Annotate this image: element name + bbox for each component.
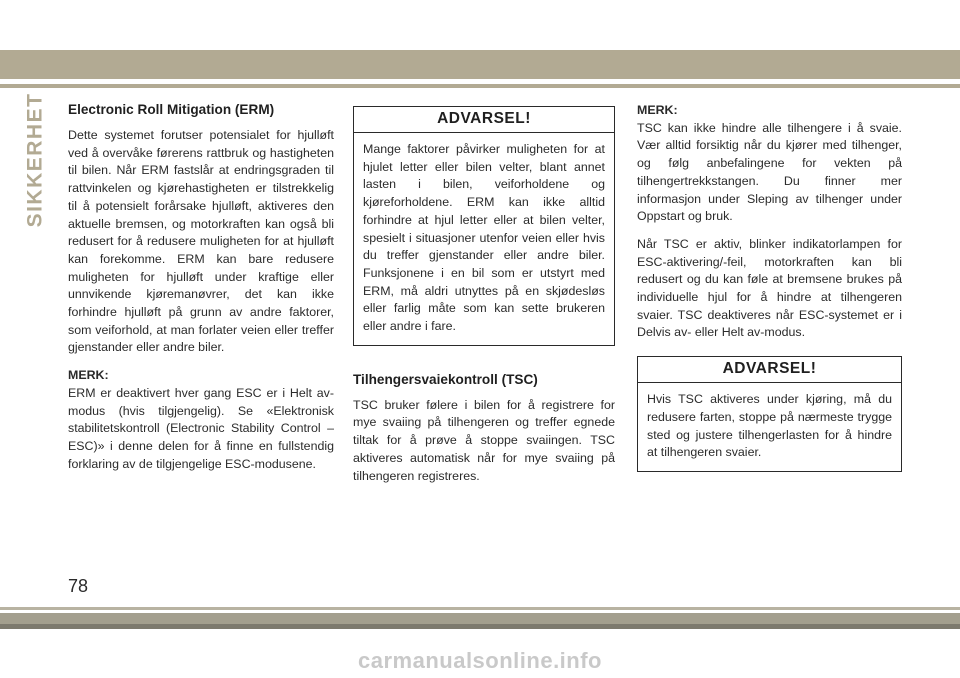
erm-heading: Electronic Roll Mitigation (ERM) [68, 102, 275, 117]
section-label-text: SIKKERHET [23, 92, 47, 228]
erm-warning-title: ADVARSEL! [354, 107, 614, 133]
section-side-label [22, 92, 48, 228]
tsc-note [637, 102, 902, 226]
tsc-heading: Tilhengersvaiekontroll (TSC) [353, 371, 538, 387]
footer-rule [0, 607, 960, 610]
erm-paragraph: Dette systemet forutser potensialet for hjulløft ved å overvåke førerens rattbruk og hastigheten til bilen. Når ERM fastslår at endringsgraden til rattvinkelen og kjørehastigheten er tilstrekkelig til å potensielt forårsake hjulløft, aktiveres den aktuelle bremsen, og motorkraften kan også bli redusert for å redusere muligheten for at hjulløft kan forekomme. ERM kan bare redusere muligheten for hjulløft under kraftige eller unnvikende kjøremanøvrer, det kan ikke forhindre hjulløft på grunn av andre faktorer, som veiforhold, at man forlater veien eller treffer gjenstander eller andre biler. [68, 128, 334, 355]
tsc-warning-text: Hvis TSC aktiveres under kjøring, må du redusere farten, stoppe på nærmeste trygge sted og justere tilhengerlasten for å hindre at tilhengeren svaier. [647, 392, 892, 460]
column-1 [68, 102, 334, 483]
header-rule [0, 84, 960, 88]
erm-warning-text: Mange faktorer påvirker muligheten for at hjulet letter eller bilen velter, blant annet lasten i bilen, veiforholdene og kjøreforholdene. ERM kan ikke alltid forhindre at hjul letter eller at bilen velter, spesielt i situasjoner utenfor veien eller hvis du treffer gjenstander eller andre biler. Funksjonene i en bil som er utstyrt med ERM, må aldri utnyttes på en skjødesløs eller farlig måte som kan sette brukeren eller andre i fare. [363, 142, 605, 334]
site-watermark: carmanualsonline.info [358, 648, 602, 673]
tsc-warning-title: ADVARSEL! [638, 357, 901, 383]
erm-warning-box [353, 106, 615, 346]
erm-note-text: ERM er deaktivert hver gang ESC er i Helt av-modus (hvis tilgjengelig). Se «Elektronisk stabilitetskontroll (Electronic Stability Control – ESC)» i denne delen for å finne en fullstendig forklaring av de tilgjengelige ESC-modusene. [68, 385, 334, 471]
column-3 [637, 102, 902, 472]
page-number: 78 [68, 576, 89, 596]
erm-note [68, 367, 334, 473]
tsc-note-label: MERK: [637, 103, 678, 117]
tsc-active-paragraph: Når TSC er aktiv, blinker indikatorlampen for ESC-aktivering/-feil, motorkraften kan bli redusert og du kan føle at bremsene brukes på individuelle hjul for å hindre at tilhengeren svaier. TSC deaktiveres når ESC-systemet er i Delvis av- eller Helt av-modus. [637, 236, 902, 340]
tsc-paragraph: TSC bruker følere i bilen for å registrere for mye svaiing på tilhengeren og treffer egnede tiltak for å prøve å stoppe svaiingen. TSC aktiveres automatisk når for mye svaiing på tilhengeren registreres. [353, 397, 615, 483]
column-2 [353, 102, 615, 495]
tsc-note-text: TSC kan ikke hindre alle tilhengere i å svaie. Vær alltid forsiktig når du kjører med tilhenger, og følg anbefalingene for vekten på tilhengertrekkstangen. Du finner mer informasjon under Sleping av tilhenger under Oppstart og bruk. [637, 120, 902, 224]
footer-band-dark [0, 624, 960, 629]
tsc-warning-box [637, 356, 902, 472]
erm-note-label: MERK: [68, 368, 109, 383]
header-band [0, 50, 960, 79]
